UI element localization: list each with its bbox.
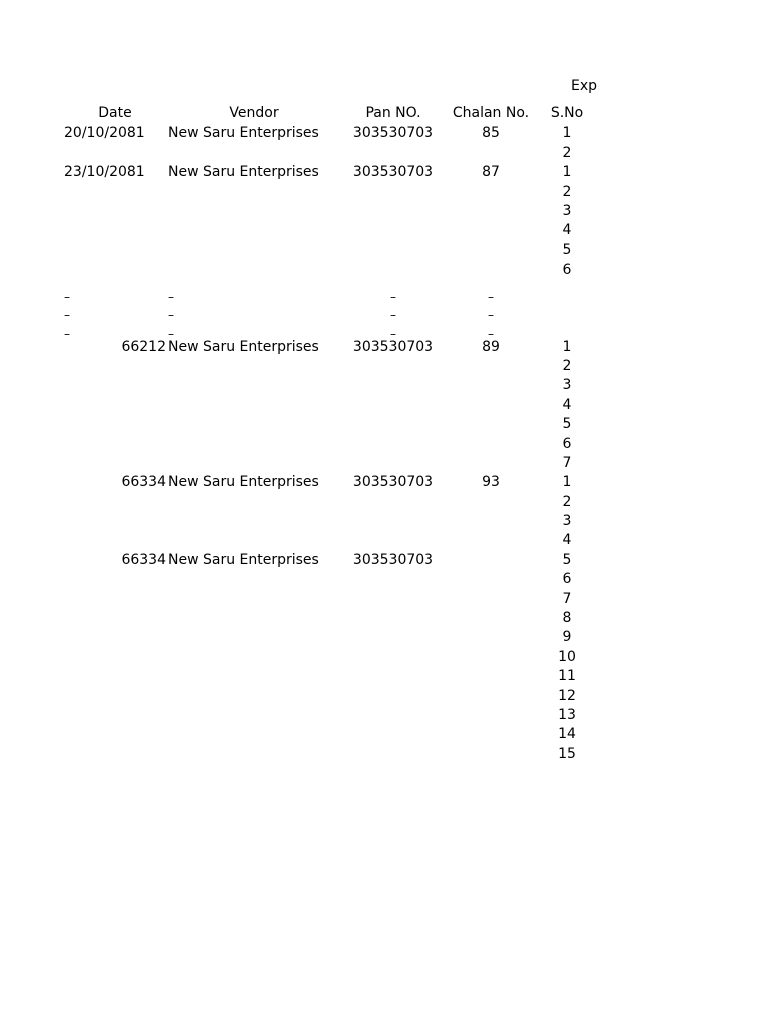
row-sno: 15 <box>558 746 576 762</box>
dash-mark: – <box>488 327 494 341</box>
row-sno: 5 <box>562 242 572 258</box>
row-sno: 3 <box>562 203 572 219</box>
row-sno: 13 <box>558 707 576 723</box>
header-chalan: Chalan No. <box>452 105 530 121</box>
row-sno: 11 <box>558 668 576 684</box>
row-sno: 1 <box>562 125 572 141</box>
row-sno: 2 <box>562 358 572 374</box>
row-sno: 2 <box>562 494 572 510</box>
row-pan: 303530703 <box>352 164 434 180</box>
row-vendor: New Saru Enterprises <box>168 474 319 490</box>
header-vendor: Vendor <box>229 105 279 121</box>
row-chalan: 87 <box>482 164 500 180</box>
row-sno: 5 <box>562 552 572 568</box>
row-pan: 303530703 <box>352 339 434 355</box>
row-sno: 10 <box>558 649 576 665</box>
row-chalan: 85 <box>482 125 500 141</box>
dash-mark: – <box>488 290 494 304</box>
row-sno: 6 <box>562 262 572 278</box>
row-vendor: New Saru Enterprises <box>168 125 319 141</box>
row-pan: 303530703 <box>352 125 434 141</box>
row-sno: 9 <box>562 629 572 645</box>
row-sno: 2 <box>562 145 572 161</box>
row-sno: 5 <box>562 416 572 432</box>
row-sno: 6 <box>562 436 572 452</box>
row-sno: 3 <box>562 377 572 393</box>
row-sno: 1 <box>562 339 572 355</box>
row-sno: 4 <box>562 222 572 238</box>
row-sno: 1 <box>562 164 572 180</box>
row-sno: 8 <box>562 610 572 626</box>
row-sno: 7 <box>562 591 572 607</box>
exp-heading: Exp <box>570 78 598 94</box>
row-sno: 7 <box>562 455 572 471</box>
row-sno: 14 <box>558 726 576 742</box>
dash-mark: – <box>64 327 70 341</box>
dash-mark: – <box>168 308 174 322</box>
header-sno: S.No <box>550 105 584 121</box>
row-sno: 2 <box>562 184 572 200</box>
row-sno: 3 <box>562 513 572 529</box>
row-vendor: New Saru Enterprises <box>168 339 319 355</box>
row-date: 23/10/2081 <box>64 164 145 180</box>
dash-mark: – <box>390 308 396 322</box>
row-pan: 303530703 <box>352 474 434 490</box>
dash-mark: – <box>64 290 70 304</box>
row-date: 66212 <box>121 339 166 355</box>
dash-mark: – <box>168 327 174 341</box>
row-sno: 12 <box>558 688 576 704</box>
dash-mark: – <box>64 308 70 322</box>
row-date: 20/10/2081 <box>64 125 145 141</box>
row-sno: 1 <box>562 474 572 490</box>
header-pan: Pan NO. <box>365 105 421 121</box>
dash-mark: – <box>488 308 494 322</box>
dash-mark: – <box>390 327 396 341</box>
row-chalan: 93 <box>482 474 500 490</box>
row-chalan: 89 <box>482 339 500 355</box>
row-vendor: New Saru Enterprises <box>168 164 319 180</box>
row-pan: 303530703 <box>352 552 434 568</box>
row-sno: 4 <box>562 532 572 548</box>
dash-mark: – <box>168 290 174 304</box>
header-date: Date <box>98 105 132 121</box>
row-vendor: New Saru Enterprises <box>168 552 319 568</box>
dash-mark: – <box>390 290 396 304</box>
row-date: 66334 <box>121 552 166 568</box>
row-sno: 6 <box>562 571 572 587</box>
row-date: 66334 <box>121 474 166 490</box>
row-sno: 4 <box>562 397 572 413</box>
